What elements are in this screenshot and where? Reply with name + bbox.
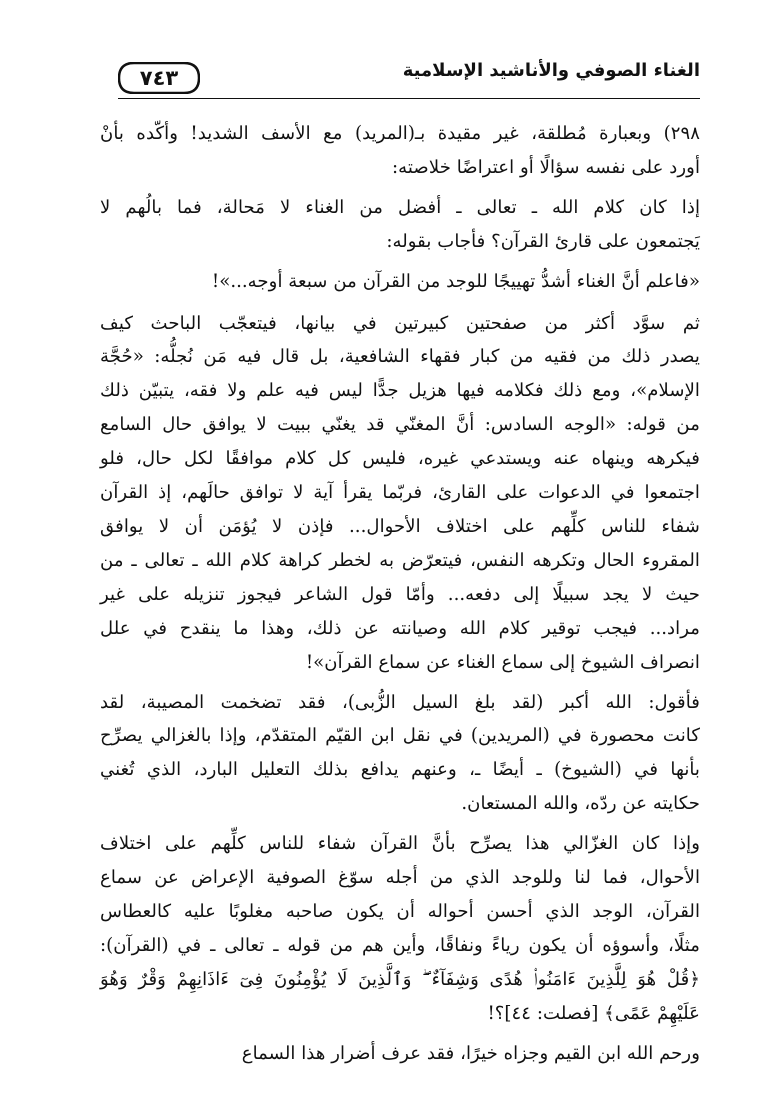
page-number: ٧٤٣: [139, 66, 179, 90]
text-line: ثم سوَّد أكثر من صفحتين كبيرتين في بيانها، فيتعجّب الباحث كيف: [100, 312, 700, 334]
paragraph: [100, 686, 700, 822]
text-line: «فاعلم أنَّ الغناء أشدُّ تهييجًا للوجد من القرآن من سبعة أوجه...»!: [211, 270, 700, 292]
text-line: كانت محصورة في (المريدين) في نقل ابن القيّم المتقدّم، وإذا بالغزالي يصرِّح: [100, 725, 700, 747]
text-line: المقروء الحال وتكرهه النفس، فيتعرّض به لخطر كراهة كلام الله ـ تعالى ـ من: [100, 549, 700, 571]
text-line: من قوله: «الوجه السادس: أنَّ المغنّي قد يغنّي ببيت لا يوافق حال السامع: [100, 414, 700, 436]
text-line: حيث لا يجد سبيلًا إلى دفعه... وأمّا قول الشاعر فيجوز تنزيله على غير: [100, 583, 700, 605]
paragraph: [100, 827, 700, 1030]
paragraph: [100, 307, 700, 680]
paragraph: [100, 117, 700, 185]
text-line: القرآن، الوجد الذي أحسن أحواله أن يكون صاحبه مغلوبًا عليه كالعطاس: [100, 900, 700, 922]
text-line: الأحوال، فما لنا وللوجد الذي من أجله سوّغ الصوفية الإعراض عن سماع: [100, 867, 700, 889]
header-rule: [118, 98, 700, 99]
text-line: مثلًا، وأسوؤه أن يكون رياءً ونفاقًا، وأين هم من قوله ـ تعالى ـ في (القرآن):: [100, 934, 700, 956]
paragraph: [100, 1037, 700, 1071]
text-line: مراد... فيجب توقير كلام الله وصيانته عن ذلك، وهذا ما ينقدح في علل: [100, 617, 700, 639]
text-line: ورحم الله ابن القيم وجزاه خيرًا، فقد عرف أضرار هذا السماع: [241, 1042, 700, 1064]
text-line: الإسلام»، ومع ذلك فكلامه فيها هزيل جدًّا ليس فيه علم ولا فقه، يتبيّن ذلك: [100, 380, 700, 402]
text-line: عَلَيْهِمْ عَمًى﴾ [فصلت: ٤٤]؟!: [487, 1002, 700, 1024]
text-line: حكايته عن ردّه، والله المستعان.: [461, 793, 700, 815]
page-number-badge: [118, 62, 200, 94]
page-body: [100, 117, 700, 1108]
text-line: بأنها في (الشيوخ) ـ أيضًا ـ، وعنهم يدافع بذلك التعليل البارد، الذي تُغني: [100, 759, 700, 781]
paragraph: [100, 191, 700, 259]
text-line: يصدر ذلك من فقيه من كبار فقهاء الشافعية، بل قال فيه مَن نُجلُّه: «حُجَّة: [100, 346, 700, 368]
text-line: ﴿قُلْ هُوَ لِلَّذِينَ ءَامَنُوا۟ هُدًى وَشِفَآءٌ ۖ وَٱلَّذِينَ لَا يُؤْمِنُونَ فِىٓ ءَاذَانِهِمْ وَقْرٌ وَهُوَ: [100, 968, 700, 990]
paragraph: [100, 265, 700, 299]
text-line: يَجتمعون على قارئ القرآن؟ فأجاب بقوله:: [386, 230, 700, 252]
text-line: اجتمعوا في الدعوات على القارئ، فربّما يقرأ آية لا توافق حالَهم، إذ القرآن: [100, 482, 700, 504]
text-line: شفاء للناس كلِّهم على اختلاف الأحوال... فإذن لا يُؤمَن أن لا يوافق: [100, 515, 700, 537]
text-line: وإذا كان الغزّالي هذا يصرِّح بأنَّ القرآن شفاء للناس كلِّهم على اختلاف: [100, 833, 700, 855]
text-line: فأقول: الله أكبر (لقد بلغ السيل الزُّبى)، فقد تضخمت المصيبة، لقد: [100, 691, 700, 713]
text-line: إذا كان كلام الله ـ تعالى ـ أفضل من الغناء لا مَحالة، فما بالُهم لا: [100, 196, 700, 218]
text-line: ٢٩٨) وبعبارة مُطلقة، غير مقيدة بـ(المريد) مع الأسف الشديد! وأكّده بأنْ: [100, 123, 700, 144]
text-line: فيكرهه وينهاه عنه ويستدعي غيره، فليس كل كلام موافقًا لكل حال، فلو: [100, 448, 700, 470]
page-header: [118, 52, 700, 100]
text-line: انصراف الشيوخ إلى سماع الغناء عن سماع القرآن»!: [305, 651, 700, 673]
running-title: الغناء الصوفي والأناشيد الإسلامية: [402, 60, 700, 81]
text-line: أورد على نفسه سؤالًا أو اعتراضًا خلاصته:: [392, 156, 700, 178]
